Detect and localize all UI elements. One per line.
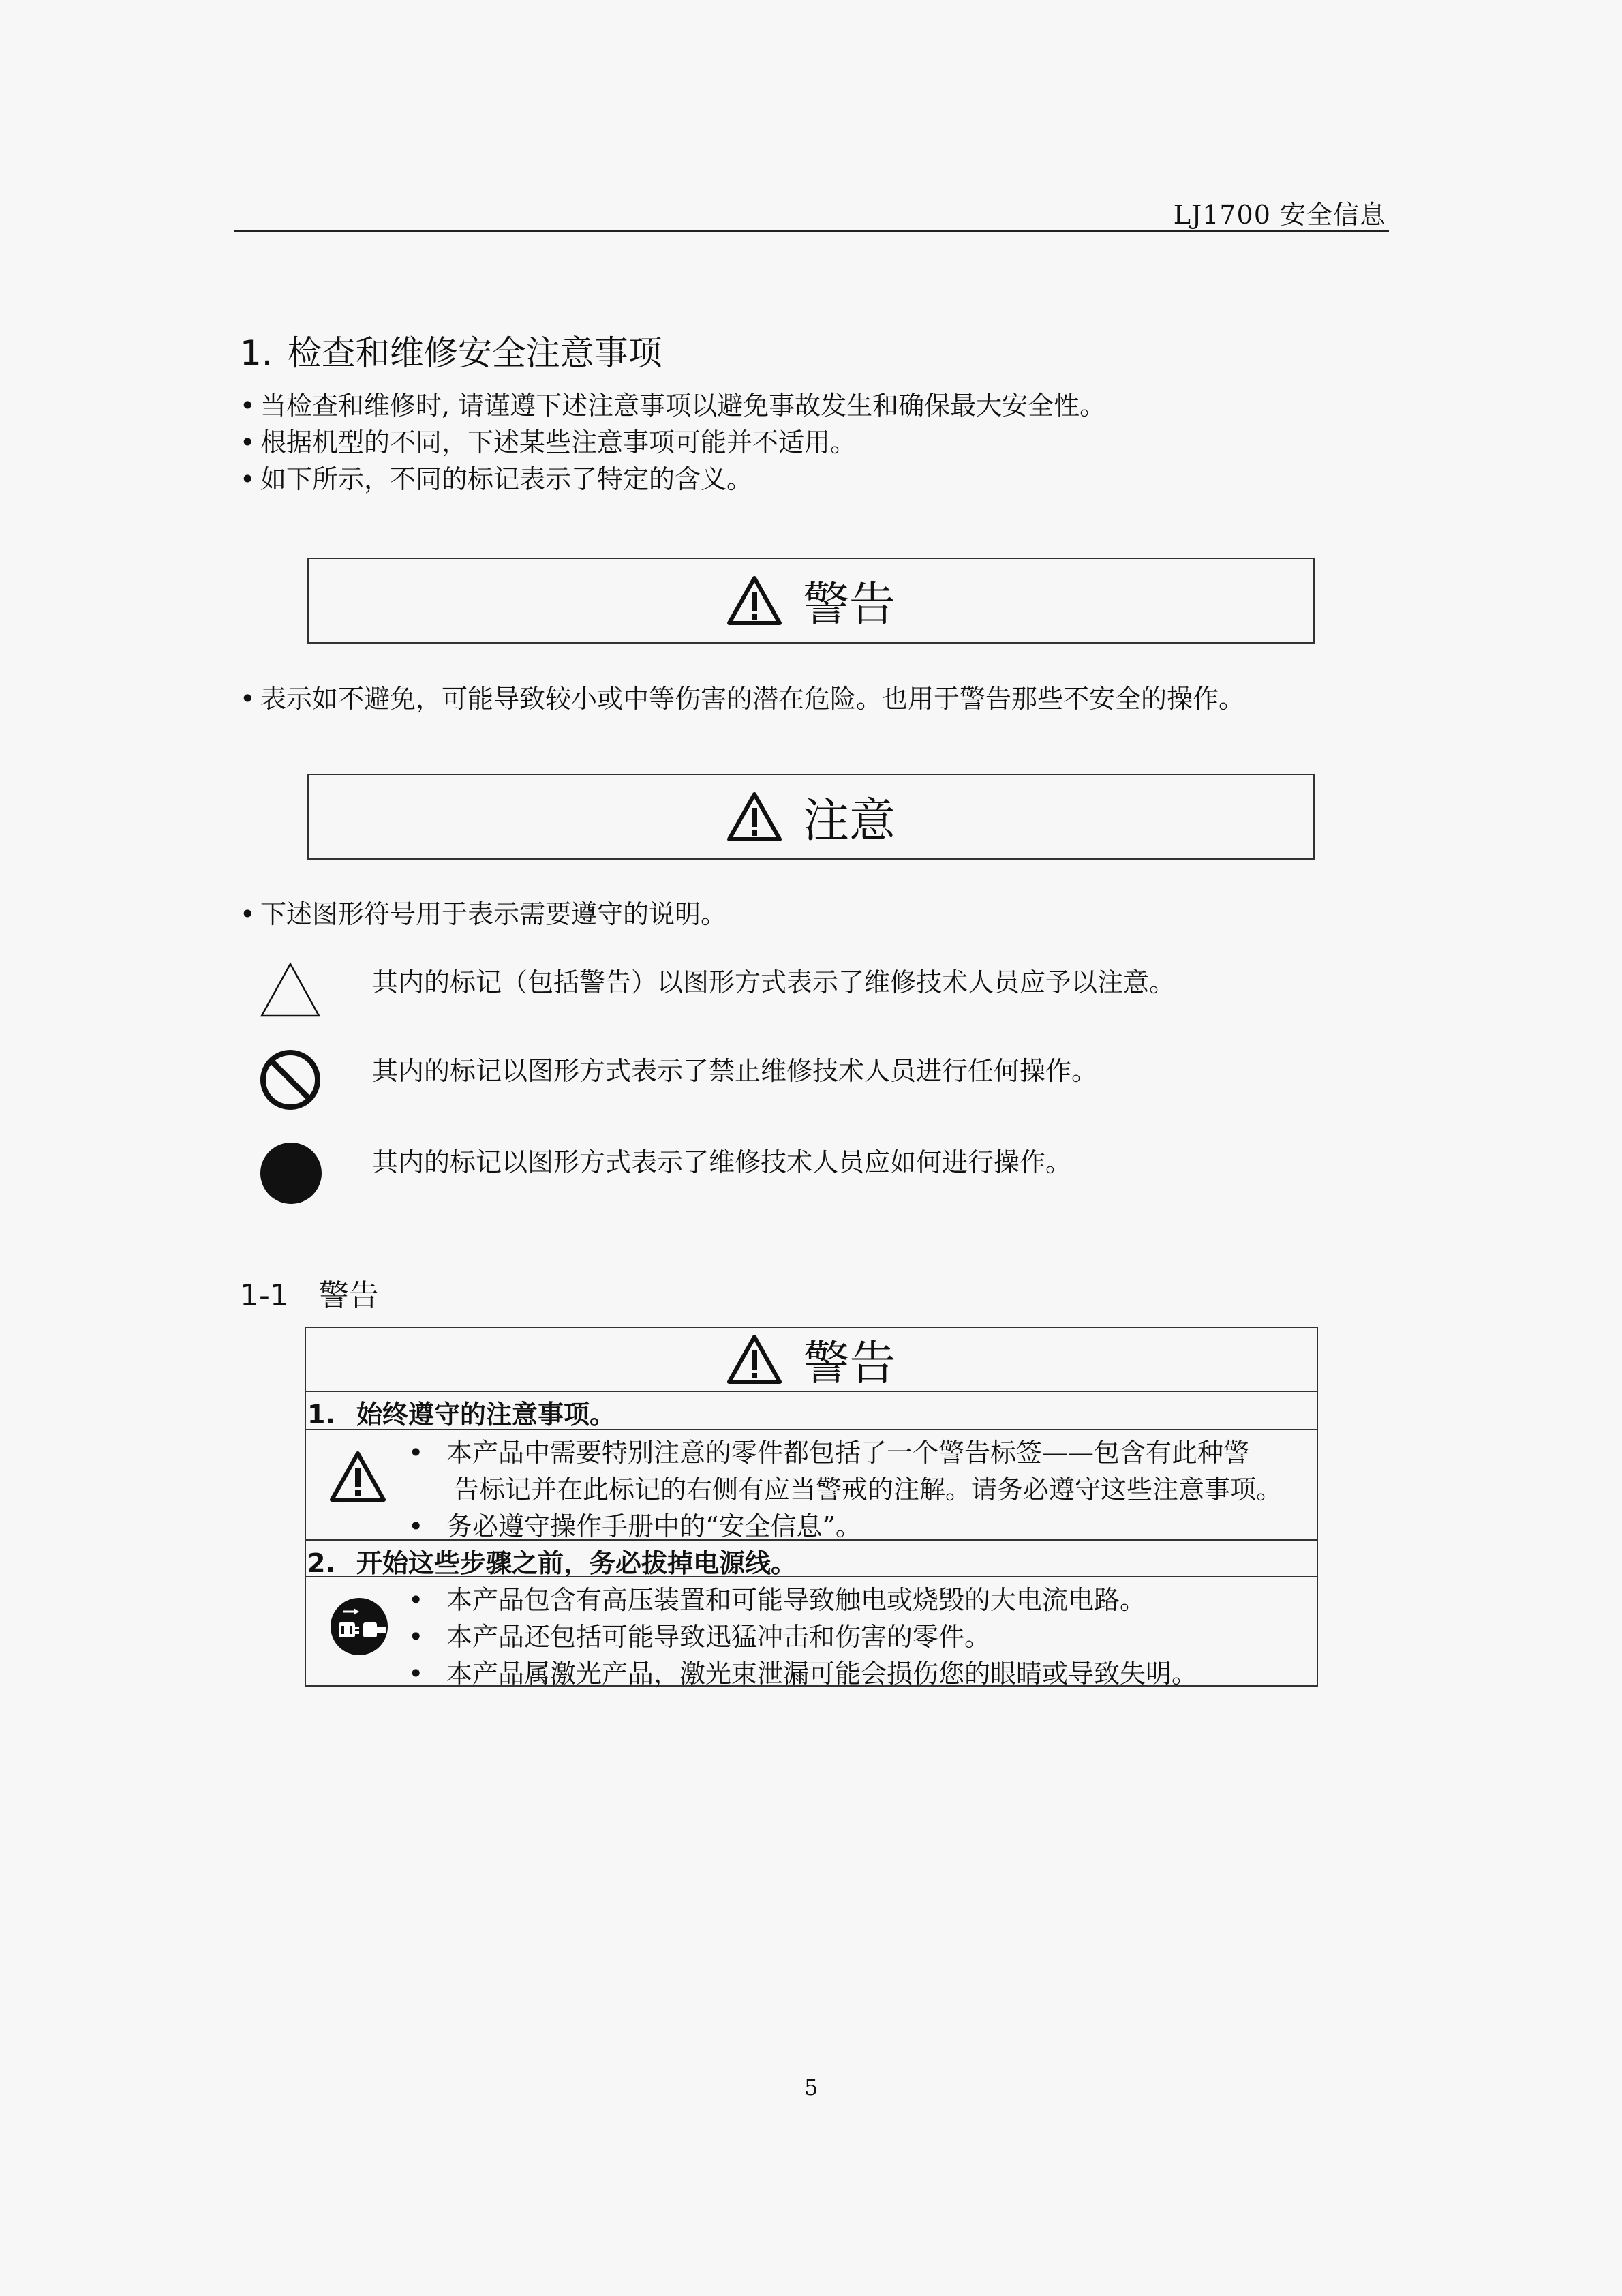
warning-triangle-icon: [726, 791, 782, 842]
list-item: • 本产品还包括可能导致迅猛冲击和伤害的零件。: [408, 1622, 991, 1652]
warning-signal-box: [307, 558, 1315, 644]
list-item-continuation: 告标记并在此标记的右侧有应当警戒的注解。请务必遵守这些注意事项。: [453, 1475, 1283, 1505]
divider: [306, 1429, 1317, 1430]
caution-signal-box: [307, 774, 1315, 860]
warning-description: • 表示如不避免，可能导致较小或中等伤害的潜在危险。也用于警告那些不安全的操作。: [240, 684, 1245, 714]
list-item: • 本产品属激光产品，激光束泄漏可能会损伤您的眼睛或导致失明。: [408, 1659, 1198, 1689]
header-rule: [234, 230, 1389, 232]
table-header-label: 警告: [803, 1336, 896, 1391]
warning-triangle-icon: [726, 575, 782, 626]
warning-triangle-icon: [329, 1451, 386, 1502]
triangle-outline-icon: [259, 961, 322, 1018]
table-item-2-title: 2. 开始这些步骤之前，务必拔掉电源线。: [307, 1548, 797, 1578]
symbol-desc-prohibition: 其内的标记以图形方式表示了禁止维修技术人员进行任何操作。: [372, 1056, 1098, 1086]
caution-label: 注意: [802, 794, 896, 848]
page-header-title: LJ1700 安全信息: [1173, 200, 1386, 230]
section-number: 1.: [240, 333, 273, 373]
filled-circle-icon: [259, 1141, 323, 1205]
intro-bullet-list: [240, 387, 1105, 498]
page-number: 5: [804, 2074, 818, 2100]
prohibition-icon: [259, 1048, 322, 1111]
subsection-title: [240, 1271, 379, 1314]
divider: [306, 1576, 1317, 1577]
list-item: • 务必遵守操作手册中的“安全信息”。: [408, 1511, 861, 1541]
subsection-number: 1-1: [240, 1278, 289, 1313]
list-item: • 本产品包含有高压装置和可能导致触电或烧毁的大电流电路。: [408, 1585, 1146, 1615]
symbols-intro: • 下述图形符号用于表示需要遵守的说明。: [240, 899, 727, 929]
warning-label: 警告: [802, 577, 896, 632]
list-item: • 当检查和维修时, 请谨遵下述注意事项以避免事故发生和确保最大安全性。: [240, 391, 1106, 421]
divider: [306, 1391, 1317, 1392]
section-title: [240, 326, 662, 375]
warning-table: [305, 1327, 1318, 1687]
symbol-desc-circle: 其内的标记以图形方式表示了维修技术人员应如何进行操作。: [372, 1147, 1072, 1177]
list-item: • 本产品中需要特别注意的零件都包括了一个警告标签——包含有此种警: [408, 1438, 1250, 1468]
section-title-text: 检查和维修安全注意事项: [287, 333, 662, 373]
list-item: • 根据机型的不同，下述某些注意事项可能并不适用。: [240, 427, 857, 457]
warning-triangle-icon: [726, 1334, 782, 1385]
unplug-power-icon: [329, 1597, 389, 1657]
table-item-1-title: 1. 始终遵守的注意事项。: [307, 1400, 616, 1430]
subsection-title-text: 警告: [318, 1278, 379, 1313]
table-header: [306, 1328, 1317, 1391]
symbol-desc-triangle: 其内的标记（包括警告）以图形方式表示了维修技术人员应予以注意。: [372, 967, 1176, 997]
list-item: • 如下所示，不同的标记表示了特定的含义。: [240, 464, 753, 494]
divider: [306, 1539, 1317, 1541]
